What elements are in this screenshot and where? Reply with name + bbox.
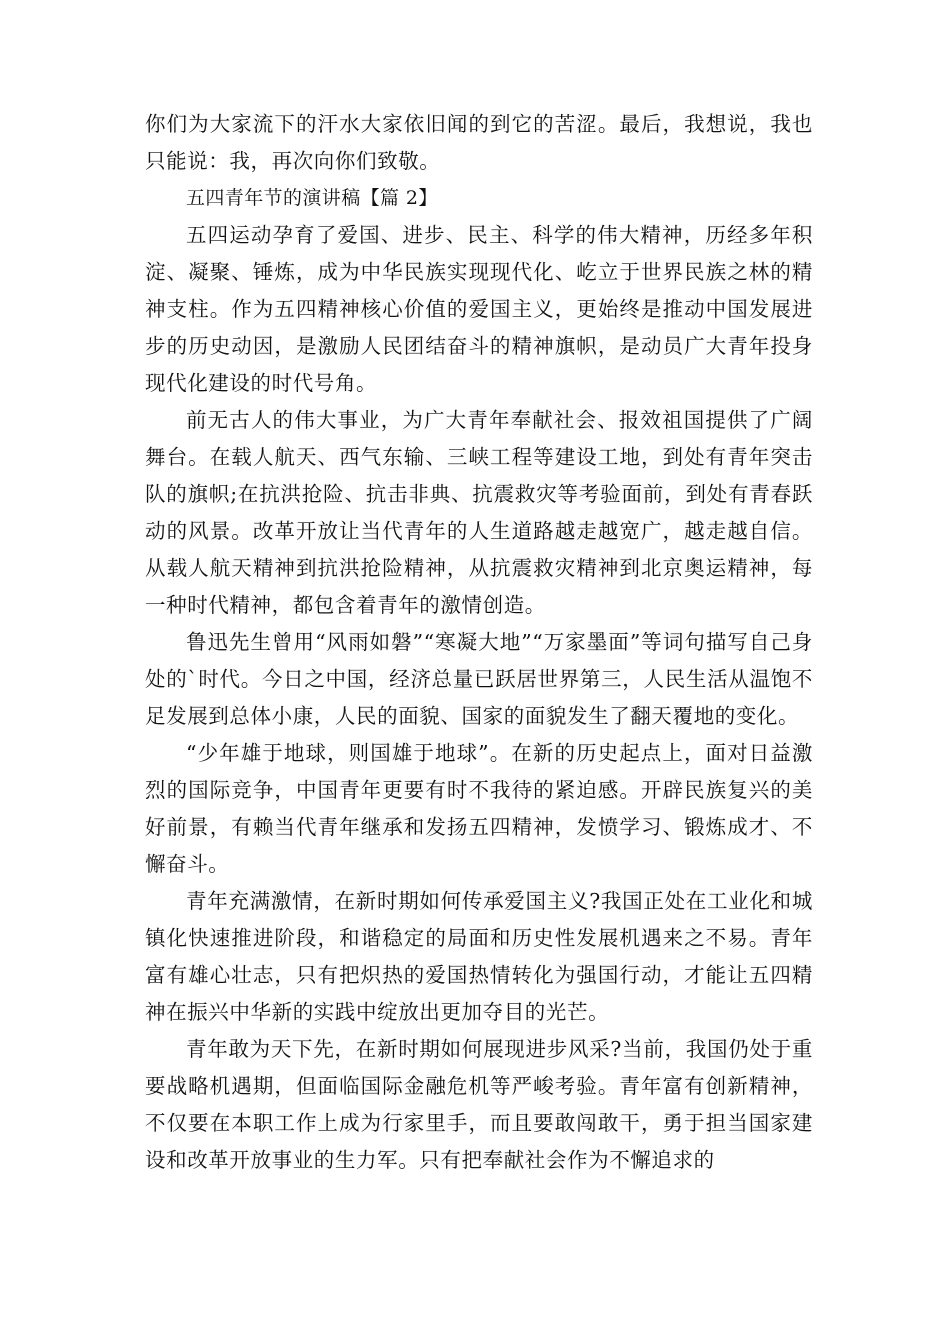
body-paragraph: 鲁迅先生曾用“风雨如磐”“寒凝大地”“万家墨面”等词句描写自己身处的`时代。今日之中国，经济总量已跃居世界第三，人民生活从温饱不足发展到总体小康，人民的面貌、国家的面貌发生了翻天覆地的变化。 (145, 630, 813, 728)
body-paragraph: 青年敢为天下先，在新时期如何展现进步风采?当前，我国仍处于重要战略机遇期，但面临国际金融危机等严峻考验。青年富有创新精神，不仅要在本职工作上成为行家里手，而且要敢闯敢干，勇于担当国家建设和改革开放事业的生力军。只有把奉献社会作为不懈追求的 (145, 1037, 813, 1172)
continuation-paragraph: 你们为大家流下的汗水大家依旧闻的到它的苦涩。最后，我想说，我也只能说：我，再次向你们致敬。 (145, 112, 813, 173)
body-paragraph: 青年充满激情，在新时期如何传承爱国主义?我国正处在工业化和城镇化快速推进阶段，和谐稳定的局面和历史性发展机遇来之不易。青年富有雄心壮志，只有把炽热的爱国热情转化为强国行动，才能让五四精神在振兴中华新的实践中绽放出更加夺目的光芒。 (145, 889, 813, 1024)
body-paragraph: “少年雄于地球，则国雄于地球”。在新的历史起点上，面对日益激烈的国际竞争，中国青年更要有时不我待的紧迫感。开辟民族复兴的美好前景，有赖当代青年继承和发扬五四精神，发愤学习、锻炼成才、不懈奋斗。 (145, 741, 813, 876)
body-paragraph: 五四运动孕育了爱国、进步、民主、科学的伟大精神，历经多年积淀、凝聚、锤炼，成为中华民族实现现代化、屹立于世界民族之林的精神支柱。作为五四精神核心价值的爱国主义，更始终是推动中国发展进步的历史动因，是激励人民团结奋斗的精神旗帜，是动员广大青年投身现代化建设的时代号角。 (145, 223, 813, 395)
body-paragraph: 前无古人的伟大事业，为广大青年奉献社会、报效祖国提供了广阔舞台。在载人航天、西气东输、三峡工程等建设工地，到处有青年突击队的旗帜;在抗洪抢险、抗击非典、抗震救灾等考验面前，到处有青春跃动的风景。改革开放让当代青年的人生道路越走越宽广，越走越自信。从载人航天精神到抗洪抢险精神，从抗震救灾精神到北京奥运精神，每一种时代精神，都包含着青年的激情创造。 (145, 408, 813, 617)
document-body (145, 106, 813, 1179)
section-heading: 五四青年节的演讲稿【篇 2】 (186, 187, 438, 209)
